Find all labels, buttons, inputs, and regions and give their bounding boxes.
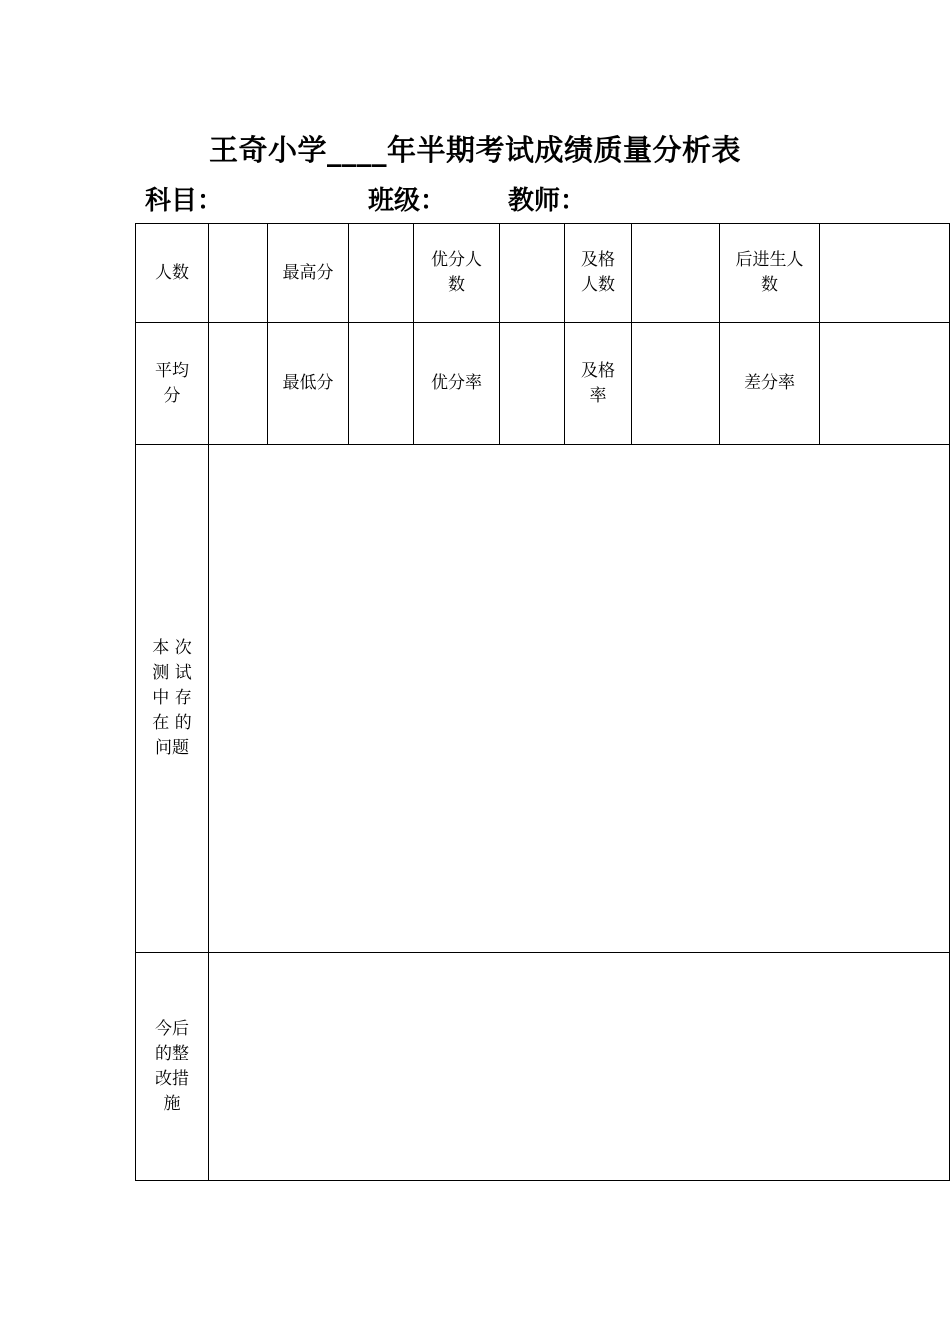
measures-row <box>136 953 950 1181</box>
lagging-count-label <box>720 224 820 323</box>
pass-count-label-line: 及格 <box>581 250 615 270</box>
pass-count-value-cell[interactable] <box>632 224 720 323</box>
problems-label-line: 中 存 <box>152 688 192 708</box>
average-label-line: 平均 <box>155 360 189 381</box>
pass-rate-label-line: 率 <box>589 385 607 406</box>
pass-count-label-line: 人数 <box>581 275 615 295</box>
subject-label: 科目： <box>145 186 224 216</box>
count-label-line: 人数 <box>155 262 189 283</box>
pass-count-label <box>565 224 632 323</box>
poor-rate-label-line: 差分率 <box>744 373 795 393</box>
max-score-label-line: 最高分 <box>282 262 334 283</box>
excellent-count-value-cell[interactable] <box>500 224 565 323</box>
excellent-rate-label-line: 优分率 <box>431 373 482 393</box>
measures-label-line: 的整 <box>155 1043 189 1064</box>
measures-content-cell[interactable] <box>209 953 950 1181</box>
problems-content-cell[interactable] <box>209 445 950 953</box>
pass-rate-value-cell[interactable] <box>632 323 720 445</box>
lagging-count-value-cell[interactable] <box>820 224 950 323</box>
problems-label <box>136 445 209 953</box>
average-value-cell[interactable] <box>209 323 268 445</box>
min-score-value-cell[interactable] <box>349 323 414 445</box>
class-label: 班级： <box>368 186 447 216</box>
excellent-count-label <box>414 224 500 323</box>
page-title: 王奇小学____年半期考试成绩质量分析表 <box>208 133 741 167</box>
poor-rate-label <box>720 323 820 445</box>
problems-row <box>136 445 950 953</box>
min-score-label <box>268 323 349 445</box>
stats-row-1 <box>136 224 950 323</box>
excellent-count-label-line: 数 <box>448 275 465 295</box>
lagging-count-label-line: 后进生人 <box>735 250 804 270</box>
measures-label-line: 改措 <box>155 1068 189 1089</box>
measures-label-line: 施 <box>163 1093 181 1114</box>
pass-rate-label-line: 及格 <box>581 360 615 381</box>
count-value-cell[interactable] <box>209 224 268 323</box>
problems-label-line: 测 试 <box>152 663 192 683</box>
excellent-rate-label <box>414 323 500 445</box>
average-label-line: 分 <box>163 385 181 406</box>
poor-rate-value-cell[interactable] <box>820 323 950 445</box>
measures-label <box>136 953 209 1181</box>
average-label <box>136 323 209 445</box>
analysis-table <box>135 223 950 1181</box>
min-score-label-line: 最低分 <box>282 373 334 393</box>
teacher-label: 教师： <box>508 186 587 216</box>
stats-row-2 <box>136 323 950 445</box>
problems-label-line: 本 次 <box>152 638 192 658</box>
count-label <box>136 224 209 323</box>
excellent-rate-value-cell[interactable] <box>500 323 565 445</box>
excellent-count-label-line: 优分人 <box>431 250 482 270</box>
measures-label-line: 今后 <box>155 1018 189 1039</box>
pass-rate-label <box>565 323 632 445</box>
max-score-label <box>268 224 349 323</box>
problems-label-line: 在 的 <box>152 713 192 733</box>
problems-label-line: 问题 <box>155 738 189 758</box>
max-score-value-cell[interactable] <box>349 224 414 323</box>
lagging-count-label-line: 数 <box>761 275 778 295</box>
